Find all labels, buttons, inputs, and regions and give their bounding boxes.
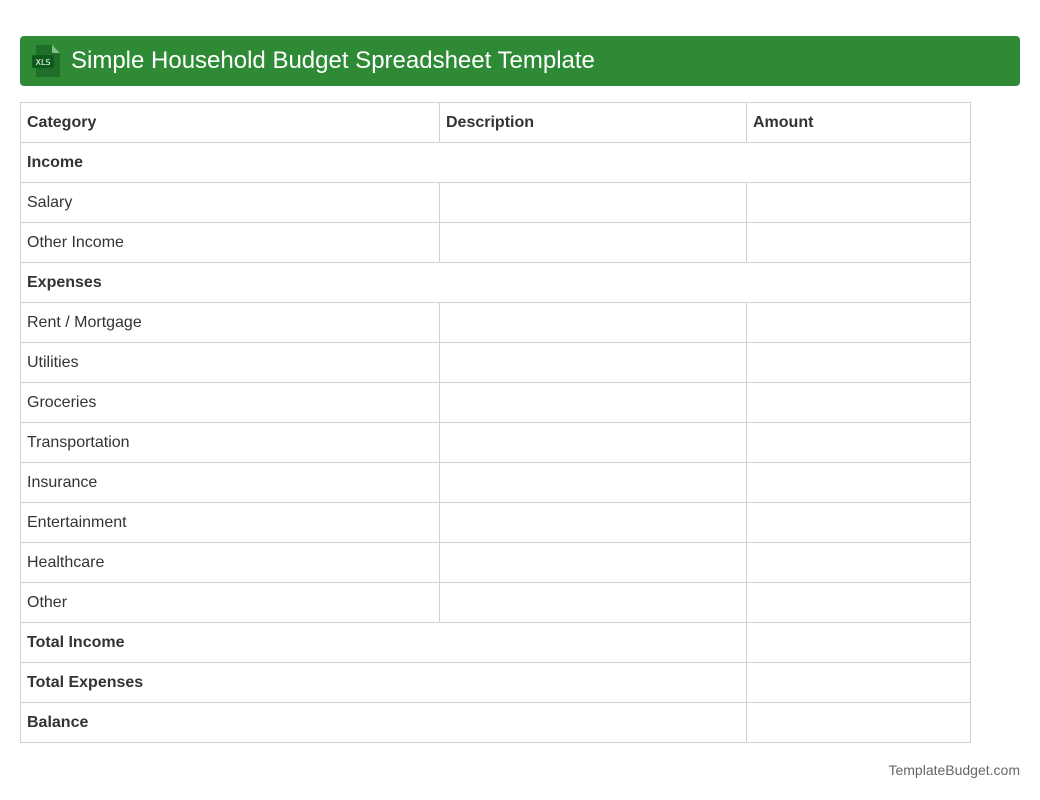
description-cell[interactable] bbox=[440, 383, 747, 423]
xls-icon-text: XLS bbox=[35, 58, 51, 67]
table-row bbox=[21, 343, 971, 383]
total-amount-cell[interactable] bbox=[747, 623, 971, 663]
category-cell: Salary bbox=[21, 183, 440, 223]
description-cell[interactable] bbox=[440, 223, 747, 263]
description-cell[interactable] bbox=[440, 183, 747, 223]
category-cell: Rent / Mortgage bbox=[21, 303, 440, 343]
category-cell: Insurance bbox=[21, 463, 440, 503]
budget-table bbox=[20, 102, 971, 743]
table-row bbox=[21, 223, 971, 263]
page-header bbox=[20, 36, 1020, 86]
xls-file-icon bbox=[32, 45, 60, 77]
table-row bbox=[21, 543, 971, 583]
amount-cell[interactable] bbox=[747, 183, 971, 223]
table-row bbox=[21, 183, 971, 223]
amount-cell[interactable] bbox=[747, 303, 971, 343]
amount-cell[interactable] bbox=[747, 423, 971, 463]
total-amount-cell[interactable] bbox=[747, 703, 971, 743]
table-row bbox=[21, 583, 971, 623]
table-row bbox=[21, 463, 971, 503]
description-cell[interactable] bbox=[440, 303, 747, 343]
table-row bbox=[21, 423, 971, 463]
footer-credit: TemplateBudget.com bbox=[888, 762, 1020, 778]
total-label: Total Expenses bbox=[21, 663, 747, 703]
page-title: Simple Household Budget Spreadsheet Template bbox=[71, 47, 595, 74]
category-cell: Other bbox=[21, 583, 440, 623]
column-header: Description bbox=[440, 103, 747, 143]
column-header: Amount bbox=[747, 103, 971, 143]
total-label: Balance bbox=[21, 703, 747, 743]
description-cell[interactable] bbox=[440, 343, 747, 383]
table-header-row bbox=[21, 103, 971, 143]
table-row bbox=[21, 383, 971, 423]
table-row bbox=[21, 503, 971, 543]
category-cell: Transportation bbox=[21, 423, 440, 463]
category-cell: Groceries bbox=[21, 383, 440, 423]
column-header: Category bbox=[21, 103, 440, 143]
description-cell[interactable] bbox=[440, 583, 747, 623]
section-label: Expenses bbox=[21, 263, 971, 303]
amount-cell[interactable] bbox=[747, 543, 971, 583]
total-row bbox=[21, 663, 971, 703]
category-cell: Other Income bbox=[21, 223, 440, 263]
total-amount-cell[interactable] bbox=[747, 663, 971, 703]
category-cell: Healthcare bbox=[21, 543, 440, 583]
description-cell[interactable] bbox=[440, 463, 747, 503]
section-row bbox=[21, 143, 971, 183]
amount-cell[interactable] bbox=[747, 463, 971, 503]
section-label: Income bbox=[21, 143, 971, 183]
amount-cell[interactable] bbox=[747, 583, 971, 623]
amount-cell[interactable] bbox=[747, 343, 971, 383]
amount-cell[interactable] bbox=[747, 503, 971, 543]
total-row bbox=[21, 703, 971, 743]
description-cell[interactable] bbox=[440, 543, 747, 583]
amount-cell[interactable] bbox=[747, 223, 971, 263]
amount-cell[interactable] bbox=[747, 383, 971, 423]
total-label: Total Income bbox=[21, 623, 747, 663]
category-cell: Entertainment bbox=[21, 503, 440, 543]
section-row bbox=[21, 263, 971, 303]
description-cell[interactable] bbox=[440, 423, 747, 463]
category-cell: Utilities bbox=[21, 343, 440, 383]
table-row bbox=[21, 303, 971, 343]
description-cell[interactable] bbox=[440, 503, 747, 543]
total-row bbox=[21, 623, 971, 663]
